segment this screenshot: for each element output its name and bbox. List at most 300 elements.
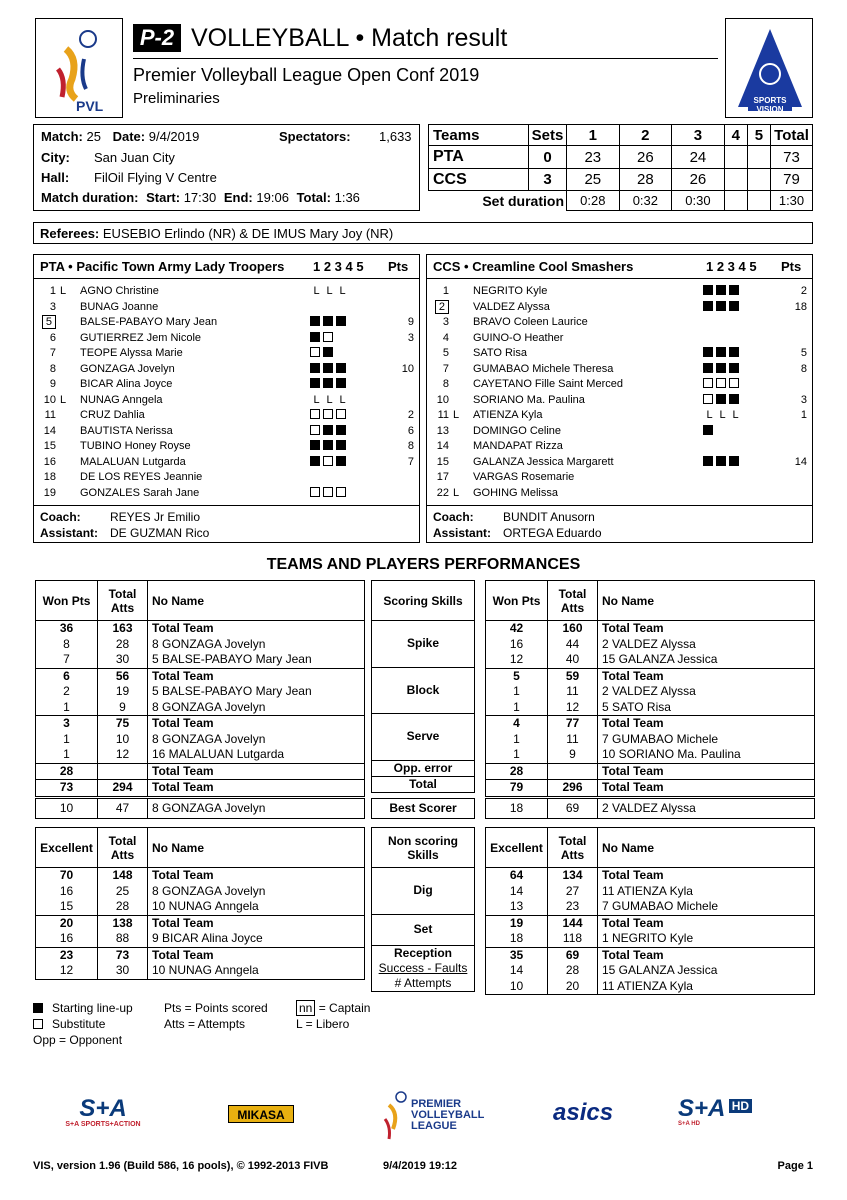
starting-lineup-icon xyxy=(310,332,320,342)
start-label: Start: xyxy=(146,190,181,205)
set-duration: 0:32 xyxy=(619,191,672,211)
table-cell: Total Team xyxy=(148,621,365,637)
set-participation xyxy=(703,284,742,300)
player-row xyxy=(34,470,419,486)
table-cell: Total Team xyxy=(148,668,365,684)
table-row xyxy=(36,747,365,763)
table-cell: 8 GONZAGA Jovelyn xyxy=(148,700,365,716)
table-cell: 20 xyxy=(548,979,598,995)
table-row xyxy=(486,652,815,668)
skill-row xyxy=(372,868,475,915)
table-row xyxy=(486,780,815,797)
starting-lineup-icon xyxy=(310,456,320,466)
table-cell: 30 xyxy=(98,963,148,979)
libero-mark: L xyxy=(60,285,67,297)
table-cell: 15 GALANZA Jessica xyxy=(598,963,815,979)
table-cell: 10 NUNAG Anngela xyxy=(148,963,365,979)
table-cell: 2 VALDEZ Alyssa xyxy=(598,799,815,819)
table-cell: 15 GALANZA Jessica xyxy=(598,652,815,668)
table-cell: 16 xyxy=(36,884,98,900)
player-number-text: 1 xyxy=(442,285,449,297)
table-cell: 11 ATIENZA Kyla xyxy=(598,884,815,900)
set-score: 25 xyxy=(567,168,620,191)
set1-header: 1 xyxy=(567,125,620,146)
table-cell: 138 xyxy=(98,915,148,931)
substitute-icon xyxy=(310,347,320,357)
player-row xyxy=(427,393,812,409)
table-cell: 30 xyxy=(98,652,148,668)
table-header xyxy=(36,581,365,621)
player-points: 2 xyxy=(800,285,807,297)
player-name: ATIENZA Kyla xyxy=(473,409,543,421)
table-cell: 7 xyxy=(36,652,98,668)
spectators-label: Spectators: xyxy=(279,129,351,144)
player-number-text: 17 xyxy=(436,471,449,483)
score-row-ccs xyxy=(429,168,813,191)
sa-text: S+A SPORTS+ACTION xyxy=(65,1121,141,1128)
table-row xyxy=(486,899,815,915)
substitute-icon xyxy=(33,1019,43,1029)
skill-cell xyxy=(372,714,475,761)
substitute-icon xyxy=(703,378,713,388)
table-row xyxy=(36,763,365,780)
starting-lineup-icon xyxy=(729,285,739,295)
best-scorer-label: Best Scorer xyxy=(372,799,475,819)
table-cell: 14 xyxy=(486,963,548,979)
skill-subtitle: Success - Faults xyxy=(378,960,468,975)
player-name: GUINO-O Heather xyxy=(473,331,564,344)
table-cell: 47 xyxy=(98,799,148,819)
table-row xyxy=(36,668,365,684)
player-name: CAYETANO Fille Saint Merced xyxy=(473,378,623,390)
table-cell: 1 xyxy=(486,732,548,748)
player-number-text: 1 xyxy=(49,285,56,297)
skills-column xyxy=(371,827,475,992)
teams-header: Teams xyxy=(429,125,529,146)
table-cell: 28 xyxy=(98,899,148,915)
set-score: 26 xyxy=(619,146,672,169)
table-cell: 160 xyxy=(548,621,598,637)
player-number xyxy=(427,300,449,316)
table-cell: 18 xyxy=(486,931,548,947)
table-cell: 28 xyxy=(36,763,98,780)
set-participation xyxy=(310,377,349,393)
table-row xyxy=(486,684,815,700)
set-duration-label: Set duration xyxy=(429,191,567,211)
table-cell: 70 xyxy=(36,868,98,884)
player-number xyxy=(427,424,449,440)
table-cell: 59 xyxy=(548,668,598,684)
player-name: SORIANO Ma. Paulina xyxy=(473,393,585,406)
player-points: 3 xyxy=(407,331,414,344)
starting-lineup-icon xyxy=(729,363,739,373)
starting-lineup-icon xyxy=(310,378,320,388)
table-row xyxy=(36,899,365,915)
total-points: 79 xyxy=(771,168,813,191)
starting-lineup-icon xyxy=(716,285,726,295)
starting-lineup-icon xyxy=(323,347,333,357)
player-points: 8 xyxy=(407,440,414,452)
player-row xyxy=(34,424,419,440)
set-participation xyxy=(310,346,336,362)
player-name: CRUZ Dahlia xyxy=(80,409,145,421)
table-row xyxy=(486,700,815,716)
player-number xyxy=(34,377,56,393)
starting-lineup-icon xyxy=(336,456,346,466)
table-cell: Total Team xyxy=(598,763,815,780)
hall-label: Hall: xyxy=(41,170,70,185)
set-participation xyxy=(310,331,336,347)
starting-lineup-icon xyxy=(310,363,320,373)
footer-date: 9/4/2019 19:12 xyxy=(383,1160,458,1172)
table-cell: 8 GONZAGA Jovelyn xyxy=(148,884,365,900)
skill-row xyxy=(372,760,475,776)
player-number-text: 3 xyxy=(442,316,449,328)
table-cell: 7 GUMABAO Michele xyxy=(598,899,815,915)
player-row xyxy=(427,455,812,471)
column-header: Excellent xyxy=(486,828,548,868)
spectators-value: 1,633 xyxy=(379,129,412,144)
table-cell: 11 xyxy=(548,732,598,748)
libero-set-mark: L xyxy=(732,409,739,421)
player-number-text: 2 xyxy=(435,300,449,314)
player-number-text: 14 xyxy=(43,424,56,437)
player-name: GUTIERREZ Jem Nicole xyxy=(80,331,202,344)
column-header: Won Pts xyxy=(486,581,548,621)
page-header xyxy=(35,18,813,118)
table-cell: 10 xyxy=(36,799,98,819)
table-cell: 36 xyxy=(36,621,98,637)
player-points: 3 xyxy=(800,393,807,406)
legend-substitute: Substitute xyxy=(52,1017,106,1031)
pvl-logo xyxy=(35,18,123,118)
mikasa-logo: MIKASA xyxy=(228,1105,294,1123)
player-row xyxy=(427,300,812,316)
legend-starting: Starting line-up xyxy=(52,1001,133,1015)
skill-name: Set xyxy=(413,922,433,936)
player-number-text: 11 xyxy=(437,409,449,421)
set-duration-row xyxy=(429,191,813,211)
legend-pts: Pts = Points scored xyxy=(164,1001,268,1015)
set-duration xyxy=(724,191,747,211)
referees-names: EUSEBIO Erlindo (NR) & DE IMUS Mary Joy (NR) xyxy=(102,226,394,241)
table-cell: 11 xyxy=(548,684,598,700)
set5-header: 5 xyxy=(747,125,770,146)
svg-text:PVL: PVL xyxy=(76,98,104,114)
referees-row xyxy=(33,222,813,244)
table-cell: 10 xyxy=(98,732,148,748)
table-cell: 44 xyxy=(548,637,598,653)
skill-cell xyxy=(372,760,475,776)
starting-lineup-icon xyxy=(729,456,739,466)
total-time: 1:36 xyxy=(334,190,360,205)
roster-header xyxy=(427,255,812,279)
table-cell: 7 GUMABAO Michele xyxy=(598,732,815,748)
table-row xyxy=(36,947,365,963)
column-header: Total Atts xyxy=(548,828,598,868)
player-number xyxy=(34,331,56,347)
total-label: Total: xyxy=(296,190,331,205)
total-points: 73 xyxy=(771,146,813,169)
table-row xyxy=(486,732,815,748)
player-row xyxy=(427,284,812,300)
player-row xyxy=(427,424,812,440)
column-header: Won Pts xyxy=(36,581,98,621)
starting-lineup-icon xyxy=(323,440,333,450)
table-cell: 16 xyxy=(486,637,548,653)
table-cell: 28 xyxy=(98,637,148,653)
player-number xyxy=(427,315,449,331)
set-score xyxy=(747,146,770,169)
column-header: No Name xyxy=(148,581,365,621)
starting-lineup-icon xyxy=(729,301,739,311)
player-name: MANDAPAT Rizza xyxy=(473,440,563,452)
coach-name: BUNDIT Anusorn xyxy=(503,510,595,524)
player-points: 10 xyxy=(401,362,414,375)
pvl-footer-logo xyxy=(381,1089,485,1145)
substitute-icon xyxy=(310,487,320,497)
table-cell: 13 xyxy=(486,899,548,915)
pvl-footer-text: PREMIER VOLLEYBALL LEAGUE xyxy=(411,1098,485,1132)
set-columns: 1 2 3 4 5 xyxy=(313,259,364,274)
table-cell: 75 xyxy=(98,716,148,732)
player-number xyxy=(427,470,449,486)
table-cell: 28 xyxy=(486,763,548,780)
player-number xyxy=(34,408,56,424)
hd-badge: HD xyxy=(729,1099,752,1113)
player-number-text: 15 xyxy=(436,455,449,468)
table-cell: Total Team xyxy=(148,947,365,963)
starting-lineup-icon xyxy=(33,1003,43,1013)
table-row xyxy=(486,915,815,931)
sa-mark: S+A xyxy=(79,1095,127,1122)
match-date: 9/4/2019 xyxy=(148,129,200,144)
skill-subtitle: # Attempts xyxy=(394,975,452,990)
table-cell: Total Team xyxy=(148,915,365,931)
sponsors-bar xyxy=(33,1085,813,1147)
starting-lineup-icon xyxy=(336,440,346,450)
table-cell: 8 GONZAGA Jovelyn xyxy=(148,637,365,653)
skill-name: Spike xyxy=(406,636,439,651)
table-row xyxy=(486,947,815,963)
coach-label: Coach: xyxy=(40,510,81,524)
player-number-text: 16 xyxy=(43,455,56,468)
player-points: 9 xyxy=(407,316,414,328)
column-header: No Name xyxy=(598,581,815,621)
substitute-icon xyxy=(323,487,333,497)
player-row xyxy=(34,346,419,362)
table-cell: 1 xyxy=(36,700,98,716)
duration-label: Match duration: xyxy=(41,190,139,205)
player-number-text: 15 xyxy=(43,440,56,452)
coach-name: REYES Jr Emilio xyxy=(110,510,201,524)
player-row xyxy=(34,486,419,502)
player-name: GONZAGA Jovelyn xyxy=(80,362,175,375)
table-cell: Total Team xyxy=(148,763,365,780)
team-code: PTA xyxy=(429,146,529,169)
table-row xyxy=(36,637,365,653)
libero-set-mark: L xyxy=(313,285,320,297)
total-header: Total xyxy=(771,125,813,146)
table-cell: 144 xyxy=(548,915,598,931)
player-row xyxy=(34,362,419,378)
svg-text:SPORTS: SPORTS xyxy=(753,96,787,105)
sa-hd-mark: S+A xyxy=(678,1095,726,1122)
player-number xyxy=(34,424,56,440)
table-cell: 88 xyxy=(98,931,148,947)
player-name: GUMABAO Michele Theresa xyxy=(473,362,614,375)
table-cell: 16 xyxy=(36,931,98,947)
table-cell: Total Team xyxy=(148,780,365,797)
player-row xyxy=(34,315,419,331)
player-number xyxy=(427,393,449,409)
table-row xyxy=(486,868,815,884)
player-row xyxy=(34,377,419,393)
set-score: 28 xyxy=(619,168,672,191)
set-participation xyxy=(703,424,716,440)
set-score: 23 xyxy=(567,146,620,169)
player-number-text: 7 xyxy=(442,362,449,375)
table-row xyxy=(36,780,365,797)
table-row xyxy=(36,931,365,947)
set-score xyxy=(747,168,770,191)
starting-lineup-icon xyxy=(729,347,739,357)
skill-row xyxy=(372,776,475,792)
player-number xyxy=(34,315,56,331)
substitute-icon xyxy=(716,378,726,388)
assistant-name: DE GUZMAN Rico xyxy=(110,526,210,540)
player-name: GALANZA Jessica Margarett xyxy=(473,455,614,468)
svg-text:VISION: VISION xyxy=(756,105,784,114)
match-number: 25 xyxy=(86,129,101,144)
table-cell: 69 xyxy=(548,947,598,963)
substitute-icon xyxy=(336,409,346,419)
skills-header: Non scoring Skills xyxy=(372,828,475,868)
skill-cell xyxy=(372,776,475,792)
substitute-icon xyxy=(729,378,739,388)
starting-lineup-icon xyxy=(323,425,333,435)
player-number xyxy=(427,455,449,471)
table-row xyxy=(486,637,815,653)
player-number xyxy=(427,408,449,424)
legend-captain: = Captain xyxy=(318,1001,371,1015)
set-participation xyxy=(703,362,742,378)
player-number xyxy=(34,393,56,409)
player-number xyxy=(427,346,449,362)
libero-mark: L xyxy=(453,409,460,421)
table-cell: 28 xyxy=(548,963,598,979)
player-number-text: 5 xyxy=(442,347,449,359)
referees-label: Referees: xyxy=(40,226,100,241)
player-number-text: 11 xyxy=(44,409,56,421)
table-cell: 2 xyxy=(36,684,98,700)
table-row xyxy=(486,621,815,637)
libero-set-mark: L xyxy=(706,409,713,421)
score-header-row xyxy=(429,125,813,146)
skills-header: Scoring Skills xyxy=(372,581,475,621)
sets-won: 0 xyxy=(529,146,567,169)
player-row xyxy=(427,377,812,393)
skill-cell xyxy=(372,914,475,945)
player-name: NUNAG Anngela xyxy=(80,393,163,406)
performance-table-right xyxy=(485,580,815,797)
table-row xyxy=(486,747,815,763)
player-name: BUNAG Joanne xyxy=(80,300,159,313)
table-row xyxy=(36,621,365,637)
table-cell: 77 xyxy=(548,716,598,732)
table-row xyxy=(486,963,815,979)
table-cell: 14 xyxy=(486,884,548,900)
set-duration: 0:30 xyxy=(672,191,725,211)
table-row xyxy=(36,716,365,732)
header-divider xyxy=(133,58,718,59)
set-participation xyxy=(703,455,742,471)
skill-row xyxy=(372,945,475,992)
set-participation xyxy=(310,424,349,440)
player-name: NEGRITO Kyle xyxy=(473,285,548,297)
skill-row xyxy=(372,621,475,668)
pts-header: Pts xyxy=(388,259,409,274)
date-label: Date: xyxy=(112,129,146,144)
player-points: 1 xyxy=(800,409,807,421)
set3-header: 3 xyxy=(672,125,725,146)
asics-logo: asics xyxy=(553,1099,614,1126)
set-participation xyxy=(310,439,349,455)
table-cell: 20 xyxy=(36,915,98,931)
player-number xyxy=(34,346,56,362)
roster-pta xyxy=(33,254,420,543)
skill-cell xyxy=(372,621,475,668)
table-cell: 15 xyxy=(36,899,98,915)
starting-lineup-icon xyxy=(703,285,713,295)
libero-set-mark: L xyxy=(313,393,320,406)
player-number xyxy=(34,362,56,378)
sports-vision-logo xyxy=(725,18,813,118)
player-number-text: 14 xyxy=(436,440,449,452)
table-cell: 1 xyxy=(486,684,548,700)
substitute-icon xyxy=(703,394,713,404)
table-cell: 4 xyxy=(486,716,548,732)
player-number xyxy=(427,284,449,300)
performance-title: TEAMS AND PLAYERS PERFORMANCES xyxy=(266,556,581,573)
player-points: 8 xyxy=(800,362,807,375)
table-cell: Total Team xyxy=(148,716,365,732)
table-cell: Total Team xyxy=(598,947,815,963)
libero-mark: L xyxy=(60,393,67,406)
table-cell: 40 xyxy=(548,652,598,668)
starting-lineup-icon xyxy=(310,316,320,326)
libero-mark: L xyxy=(453,486,460,499)
column-header: No Name xyxy=(598,828,815,868)
table-cell: 64 xyxy=(486,868,548,884)
table-cell: 25 xyxy=(98,884,148,900)
libero-set-mark: L xyxy=(719,409,726,421)
table-cell: 294 xyxy=(98,780,148,797)
table-cell: Total Team xyxy=(148,868,365,884)
player-number xyxy=(34,455,56,471)
set-participation xyxy=(310,284,349,300)
player-number-text: 6 xyxy=(49,331,56,344)
table-cell: 10 NUNAG Anngela xyxy=(148,899,365,915)
player-number-text: 18 xyxy=(43,471,56,483)
table-cell: 23 xyxy=(548,899,598,915)
match-label: Match: xyxy=(41,129,83,144)
table-cell: 35 xyxy=(486,947,548,963)
table-cell: 5 BALSE-PABAYO Mary Jean xyxy=(148,652,365,668)
substitute-icon xyxy=(310,409,320,419)
page-title: VOLLEYBALL • Match result xyxy=(191,24,508,52)
player-points: 6 xyxy=(407,424,414,437)
